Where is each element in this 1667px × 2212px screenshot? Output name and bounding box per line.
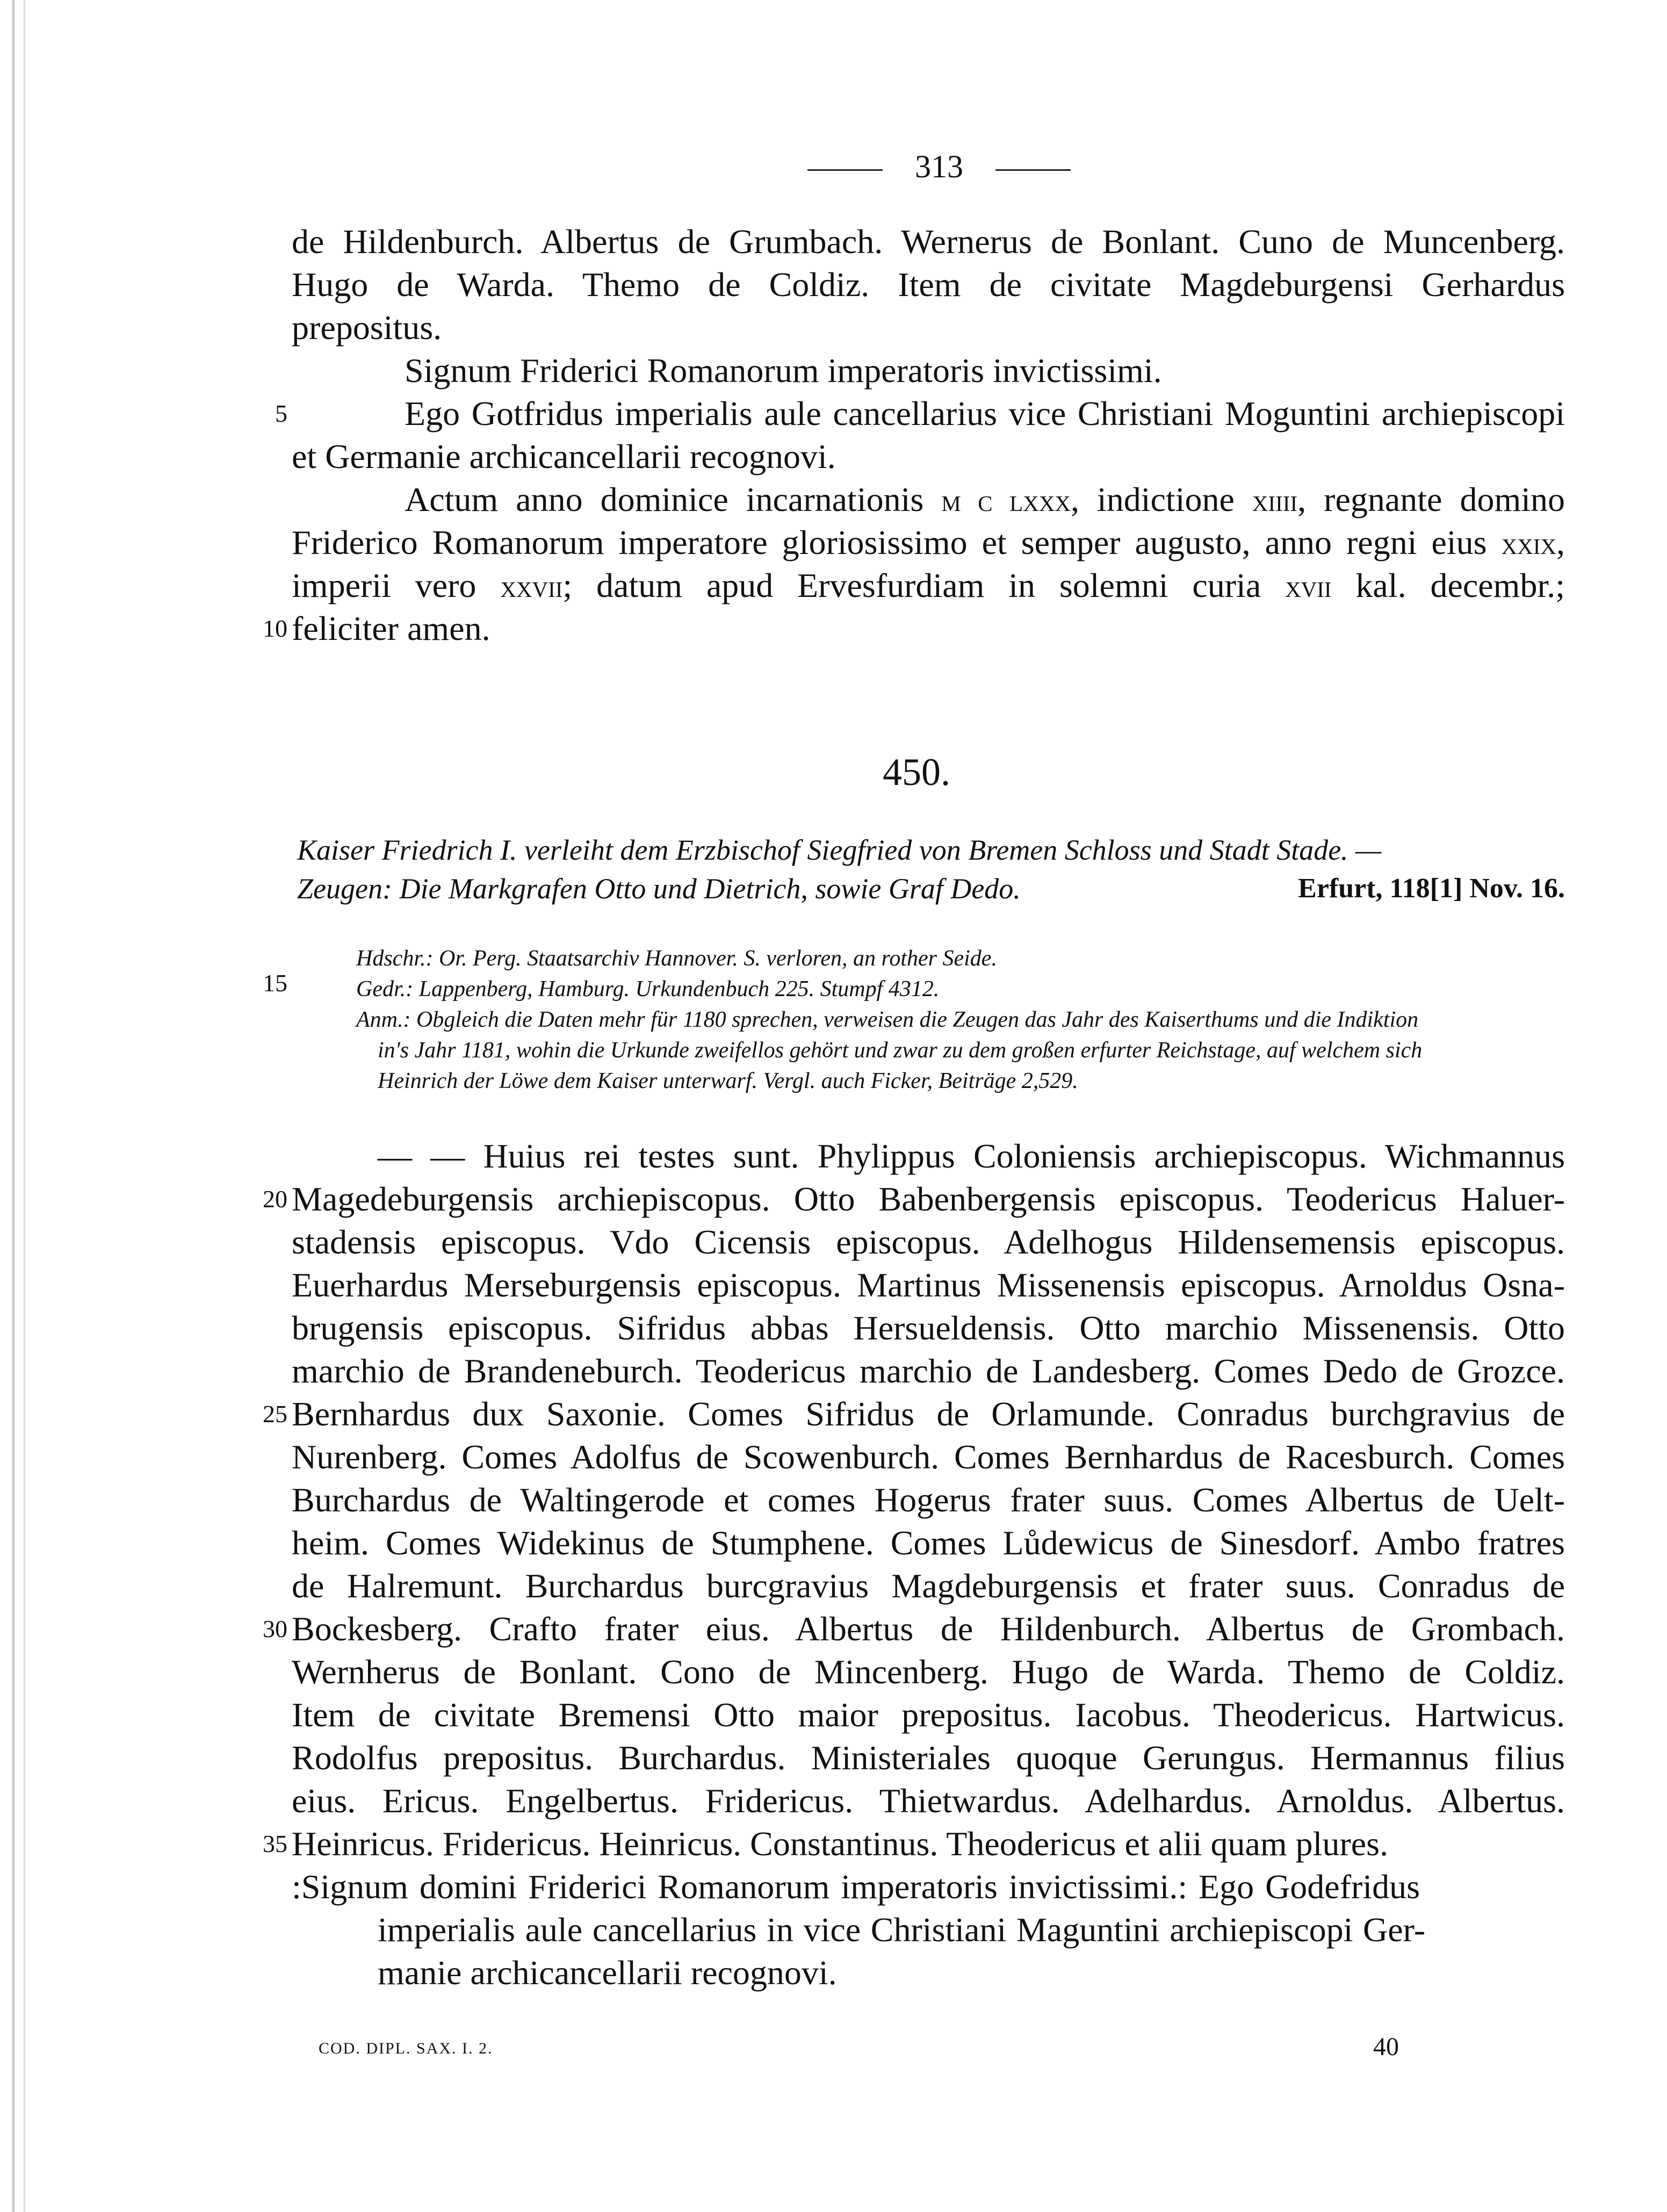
body-line-11: de Halremunt. Burchardus burcgravius Magdeburgensis et frater suus. Conradus de xyxy=(292,1567,1565,1605)
sheet-number: 40 xyxy=(1373,2033,1399,2061)
line-number-30: 30 xyxy=(263,1615,287,1642)
body-line-9: Burchardus de Waltingerode et comes Hogerus frater suus. Comes Albertus de Uelt- xyxy=(292,1481,1565,1519)
line-number-10: 10 xyxy=(263,615,287,642)
top-line-10: feliciter amen. xyxy=(292,609,490,647)
top-line-6: et Germanie archicancellarii recognovi. xyxy=(292,437,836,475)
top-line-1: de Hildenburch. Albertus de Grumbach. Wernerus de Bonlant. Cuno de Muncenberg. xyxy=(292,222,1565,261)
header-dash-right xyxy=(995,169,1071,171)
body-line-13: Wernherus de Bonlant. Cono de Mincenberg. Hugo de Warda. Themo de Coldiz. xyxy=(292,1653,1565,1691)
note-remark-2: in's Jahr 1181, wohin die Urkunde zweifellos gehört und zwar zu dem großen erfurter Reichstage, auf welchem sich xyxy=(378,1038,1423,1063)
signature-mark: COD. DIPL. SAX. I. 2. xyxy=(319,2040,493,2057)
body-line-16: eius. Ericus. Engelbertus. Fridericus. Thietwardus. Adelhardus. Arnoldus. Albertus. xyxy=(292,1782,1565,1820)
header-dash-left xyxy=(807,169,883,171)
top-line-5: Ego Gotfridus imperialis aule cancellarius vice Christiani Moguntini archiepiscopi xyxy=(405,394,1565,433)
top-line-9: imperii vero xxvii; datum apud Ervesfurdiam in solemni curia xvii kal. decembr.; xyxy=(292,566,1565,604)
body-line-3: stadensis episcopus. Vdo Cicensis episcopus. Adelhogus Hildensemensis episcopus. xyxy=(292,1223,1565,1261)
body-line-15: Rodolfus prepositus. Burchardus. Ministeriales quoque Gerungus. Hermannus filius xyxy=(292,1739,1565,1777)
line-number-25: 25 xyxy=(263,1400,287,1428)
top-line-3: prepositus. xyxy=(292,308,442,347)
body-line-17: Heinricus. Fridericus. Heinricus. Constantinus. Theodericus et alii quam plures. xyxy=(292,1825,1389,1863)
closing-line-3: manie archicancellarii recognovi. xyxy=(378,1954,837,1992)
line-number-15: 15 xyxy=(263,969,287,997)
note-manuscript: Hdschr.: Or. Perg. Staatsarchiv Hannover. S. verloren, an rother Seide. xyxy=(356,946,997,971)
regest-date: Erfurt, 118[1] Nov. 16. xyxy=(1298,873,1565,904)
top-line-4: Signum Friderici Romanorum imperatoris invictissimi. xyxy=(405,351,1162,390)
body-line-7: Bernhardus dux Saxonie. Comes Sifridus de Orlamunde. Conradus burchgravius de xyxy=(292,1395,1565,1433)
note-remark-3: Heinrich der Löwe dem Kaiser unterwarf. Vergl. auch Ficker, Beiträge 2,529. xyxy=(378,1069,1078,1093)
line-number-5: 5 xyxy=(275,400,287,427)
document-number: 450. xyxy=(883,751,950,794)
line-number-20: 20 xyxy=(263,1185,287,1213)
top-line-7: Actum anno dominice incarnationis m c lxxx, indictione xiiii, regnante domino xyxy=(405,480,1565,518)
body-line-2: Magedeburgensis archiepiscopus. Otto Babenbergensis episcopus. Teodericus Haluer- xyxy=(292,1180,1565,1218)
regest-line-1: Kaiser Friedrich I. verleiht dem Erzbischof Siegfried von Bremen Schloss und Stadt Stade. — xyxy=(297,834,1382,866)
body-line-8: Nurenberg. Comes Adolfus de Scowenburch. Comes Bernhardus de Racesburch. Comes xyxy=(292,1438,1565,1476)
page-binding-edge xyxy=(12,0,15,2212)
page-header xyxy=(775,145,1103,188)
body-line-12: Bockesberg. Crafto frater eius. Albertus de Hildenburch. Albertus de Grombach. xyxy=(292,1610,1565,1648)
top-line-8: Friderico Romanorum imperatore gloriosissimo et semper augusto, anno regni eius xxix, xyxy=(292,523,1565,561)
page-number: 313 xyxy=(915,149,963,184)
body-line-14: Item de civitate Bremensi Otto maior prepositus. Iacobus. Theodericus. Hartwicus. xyxy=(292,1696,1565,1734)
page-binding-edge-inner xyxy=(24,0,25,2212)
body-line-4: Euerhardus Merseburgensis episcopus. Martinus Missenensis episcopus. Arnoldus Osna- xyxy=(292,1266,1565,1304)
note-remark-1: Anm.: Obgleich die Daten mehr für 1180 sprechen, verweisen die Zeugen das Jahr des Kaiserthums und die Indiktion xyxy=(356,1007,1419,1032)
note-printed: Gedr.: Lappenberg, Hamburg. Urkundenbuch 225. Stumpf 4312. xyxy=(356,977,940,1001)
body-line-6: marchio de Brandeneburch. Teodericus marchio de Landesberg. Comes Dedo de Grozce. xyxy=(292,1352,1565,1390)
top-line-2: Hugo de Warda. Themo de Coldiz. Item de civitate Magdeburgensi Gerhardus xyxy=(292,265,1565,304)
body-line-1: — — Huius rei testes sunt. Phylippus Coloniensis archiepiscopus. Wichmannus xyxy=(378,1137,1565,1175)
line-number-35: 35 xyxy=(263,1830,287,1857)
closing-line-2: imperialis aule cancellarius in vice Christiani Maguntini archiepiscopi Ger- xyxy=(378,1911,1425,1949)
closing-line-1: :Signum domini Friderici Romanorum imperatoris invictissimi.: Ego Godefridus xyxy=(292,1868,1420,1906)
body-line-5: brugensis episcopus. Sifridus abbas Hersueldensis. Otto marchio Missenensis. Otto xyxy=(292,1309,1565,1347)
regest-line-2: Zeugen: Die Markgrafen Otto und Dietrich, sowie Graf Dedo. xyxy=(297,873,1021,905)
body-line-10: heim. Comes Widekinus de Stumphene. Comes Lůdewicus de Sinesdorf. Ambo fratres xyxy=(292,1524,1565,1562)
